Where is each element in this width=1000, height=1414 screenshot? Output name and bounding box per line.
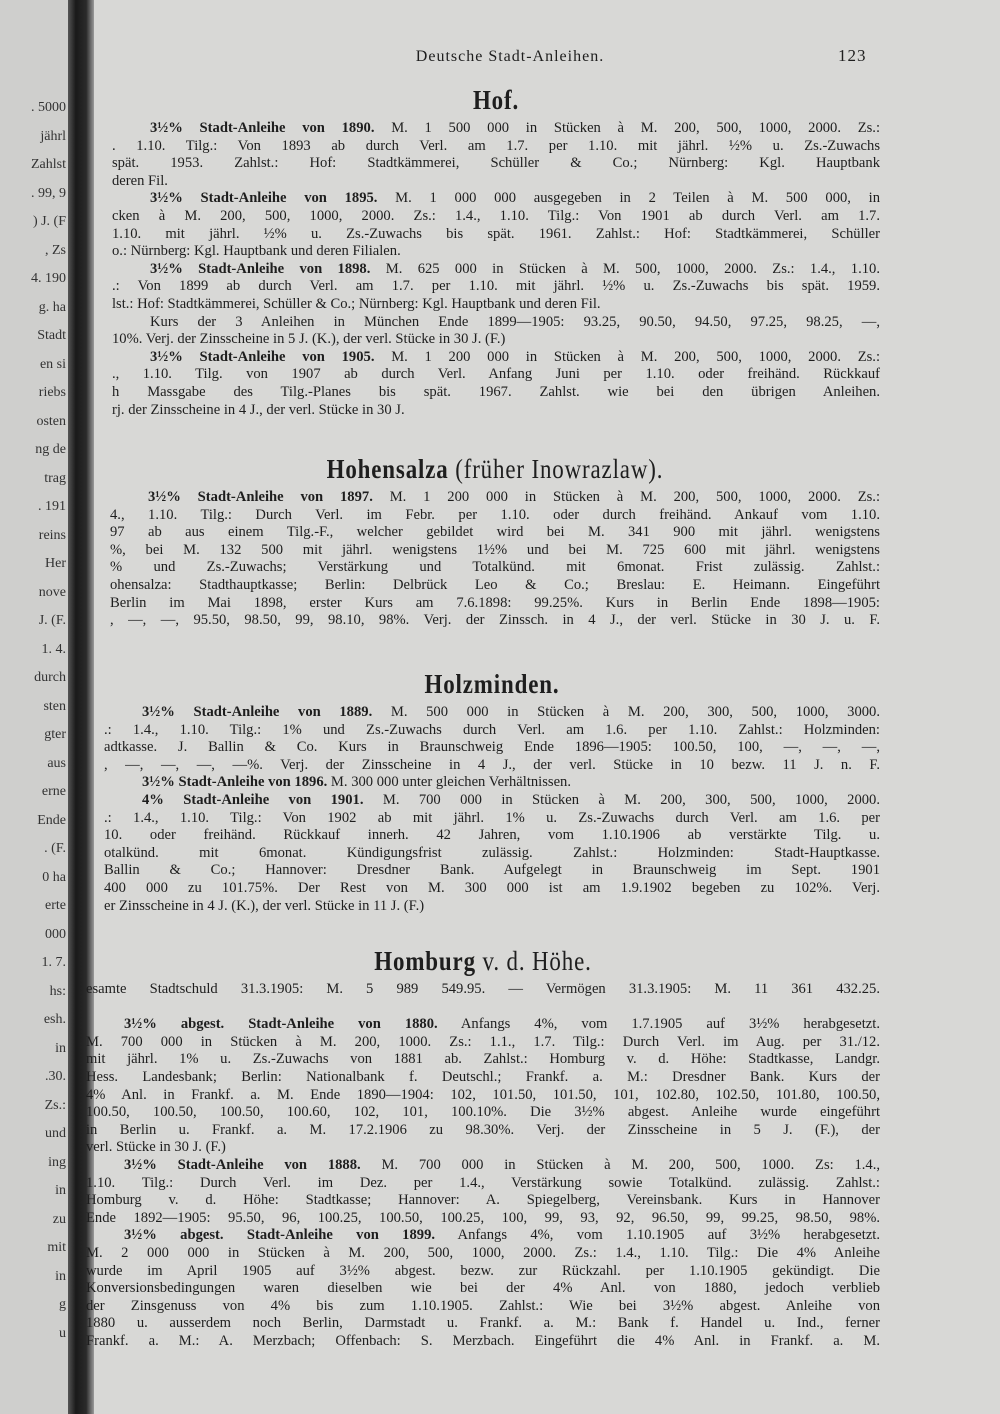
line-text: % und Zs.-Zuwachs; Verstärkung und Totalkünd. mit 6monat. Frist zulässig. Zahlst.: [110,559,880,576]
line-text: %, bei M. 132 500 mit jährl. wenigstens 1½% und bei M. 725 600 mit jährl. wenigstens [110,541,880,558]
text-line [110,507,880,525]
line-text: 10. oder freihänd. Rückkauf innerh. 42 Jahren, vom 1.10.1906 ab verstärkte Tilg. u. [104,827,880,844]
page-number: 123 [838,46,867,65]
margin-fragment: jährl [40,128,66,144]
text-line [86,1051,880,1069]
section-title-suffix: (früher Inowrazlaw). [448,454,664,484]
text-line [112,208,880,226]
line-text: Ende 1892—1905: 95.50, 96, 100.25, 100.50, 100.25, 100, 99, 93, 92, 96.50, 99, 99.25, 98.50, 98%. [86,1209,880,1226]
margin-fragment: . 5000 [31,100,66,115]
margin-fragment: hs: [49,983,66,999]
loan-title: 3½% abgest. Stadt-Anleihe von 1899. [124,1227,436,1244]
section-holzminden [104,668,880,915]
line-text: 10%. Verj. der Zinsscheine in 5 J. (K.), der verl. Stücke in 30 J. (F.) [112,331,506,348]
line-text: Homburg v. d. Höhe: Stadtkasse; Hannover: A. Spiegelberg, Vereinsbank. Kurs in Hannover [86,1192,880,1209]
section-title [162,668,822,700]
margin-fragment: Her [45,556,66,571]
margin-fragment: riebs [38,385,66,400]
line-text: ohensalza: Stadthauptkasse; Berlin: Delbrück Leo & Co.; Breslau: E. Heimann. Eingeführt [110,576,880,593]
line-text: 97 ab aus einem Tilg.-F., welcher gebildet wird bei M. 341 900 mit jährl. wenigstens [110,524,880,541]
loan-entry-heading-line [104,704,880,722]
margin-fragment: . 99, 9 [31,185,66,201]
text-line [104,722,880,740]
line-text: M. 700 000 in Stücken à M. 200, 500, 1000. Zs: 1.4., [360,1156,880,1173]
loan-entry-heading-line [112,120,880,138]
loan-entry-heading-line [112,261,880,279]
section-title-main: Holzminden. [424,669,560,699]
line-text: der Zinsgenuss von 4% bis zum 1.10.1905. Zahlst.: Wie bei 3½% abgest. Anleihe von [86,1297,880,1314]
text-line [112,314,880,332]
line-text: wurde im April 1905 auf 3½% abgest. bezw. zur Rückzahl. per 1.10.1905 gekündigt. Die [86,1262,880,1279]
margin-fragment: g. ha [38,299,66,315]
margin-fragment: 1. 7. [41,955,66,970]
line-text: Hess. Landesbank; Berlin: Nationalbank f. Deutschl.; Frankf. a. M.: Dresdner Bank. Kurs der [86,1068,880,1085]
line-text: Anfangs 4%, vom 1.10.1905 auf 3½% herabgesetzt. [435,1227,880,1244]
line-text: M. 300 000 unter gleichen Verhältnissen. [327,774,572,791]
margin-fragment: ng de [35,442,66,457]
line-text: .: 1.4., 1.10. Tilg.: Von 1902 ab mit jährl. 1% u. Zs.-Zuwachs durch Verl. am 1.6. per [104,809,880,826]
text-line [110,542,880,560]
text-line [112,366,880,384]
text-line [86,1139,880,1157]
margin-fragment: in [55,1268,66,1284]
margin-fragment: sten [43,698,66,714]
section-title-main: Hohensalza [326,454,449,484]
text-line [86,1263,880,1281]
margin-fragment: g [59,1297,66,1312]
margin-fragment: reins [38,527,66,543]
text-line [112,402,880,420]
line-text: M. 500 000 in Stücken à M. 200, 300, 500, 1000, 3000. [372,704,880,720]
line-text: M. 2 000 000 in Stücken à M. 200, 500, 1000, 2000. Zs.: 1.4., 1.10. Tilg.: Die 4% Anleihe [86,1244,880,1261]
loan-entry-heading-line [104,792,880,810]
line-text: M. 700 000 in Stücken à M. 200, 300, 500, 1000, 2000. [363,791,880,808]
loan-title: 3½% Stadt-Anleihe von 1895. [150,190,378,207]
text-line [112,173,880,191]
line-text: mit jährl. 1% u. Zs.-Zuwachs von 1881 ab. Zahlst.: Homburg v. d. Höhe: Stadtkasse, Landgr. [86,1051,880,1068]
line-text: otalkünd. mit 6monat. Kündigungsfrist zulässig. Zahlst.: Holzminden: Stadt-Hauptkasse. [104,844,880,861]
line-text: 1880 u. ausserdem noch Berlin, Darmstadt u. Frankf. a. M.: Bank f. Handel u. Ind., ferner [86,1315,880,1332]
loan-title: 3½% Stadt-Anleihe von 1905. [150,348,375,365]
line-text: , —, —, —, —%. Verj. der Zinsscheine in 4 J., der verl. Stücke in 10 bezw. 11 J. n. F. [104,756,880,773]
text-line [86,1069,880,1087]
margin-fragment: 1. 4. [41,641,66,657]
line-text: verl. Stücke in 30 J. (F.) [86,1139,226,1156]
text-line [112,226,880,244]
line-text: deren Fil. [112,172,168,189]
margin-fragment: esh. [43,1012,66,1027]
margin-fragment: in [55,1040,66,1056]
text-line [112,384,880,402]
margin-fragment: .30. [45,1069,66,1084]
text-line [104,898,880,916]
text-line [110,595,880,613]
line-text: in Berlin u. Frankf. a. M. 17.2.1906 zu 98.30%. Verj. der Zinsscheine in 5 J. (F.), der [86,1121,880,1138]
text-line [86,1280,880,1298]
line-text: 4% Anl. in Frankf. a. M. Ende 1890—1904: 102, 101.50, 101.50, 101, 102.80, 102.50, 101.80, 100.50, [86,1086,880,1103]
text-line [86,981,880,999]
line-text: Berlin im Mai 1898, erster Kurs am 7.6.1898: 99.25%. Kurs in Berlin Ende 1898—1905: [110,594,880,611]
text-line [104,739,880,757]
margin-fragment: Zs.: [44,1097,66,1113]
line-text: rj. der Zinsscheine in 4 J., der verl. Stücke in 30 J. [112,401,405,418]
loan-entry-heading-line [86,1016,880,1034]
text-line [112,331,880,349]
loan-title: 3½% Stadt-Anleihe von 1888. [124,1156,361,1173]
text-line [110,524,880,542]
section-hof [112,84,880,419]
margin-fragment: Stadt [37,328,66,343]
margin-fragment: mit [47,1240,66,1255]
text-line [112,155,880,173]
line-text: lst.: Hof: Stadtkämmerei, Schüller & Co.; Nürnberg: Kgl. Hauptbank und deren Fil. [112,295,601,312]
text-line [104,757,880,775]
text-line [86,1192,880,1210]
section-hohensalza [110,453,880,630]
text-line [86,1087,880,1105]
line-text: Konversionsbedingungen waren dieselben wie bei der 4% Anl. von 1880, jedoch verblieb [86,1280,880,1297]
running-head: Deutsche Stadt-Anleihen. [415,48,605,65]
line-text: M. 1 500 000 in Stücken à M. 200, 500, 1000, 2000. Zs.: [374,120,880,136]
section-title [170,84,823,116]
text-line [86,999,880,1017]
text-line [110,559,880,577]
line-text: adtkasse. J. Ballin & Co. Kurs in Braunschweig Ende 1896—1905: 100.50, 100, —, —, —, [104,739,880,756]
adjacent-page-margin [0,0,70,1414]
loan-entry-heading-line [104,774,880,792]
loan-title: 3½% Stadt-Anleihe von 1897. [148,489,373,505]
line-text: esamte Stadtschuld 31.3.1905: M. 5 989 549.95. — Vermögen 31.3.1905: M. 11 361 432.25. [86,981,880,997]
text-line [86,1315,880,1333]
margin-fragment: 000 [45,926,66,942]
section-title-main: Homburg [374,946,476,976]
text-line [112,138,880,156]
text-line [86,1104,880,1122]
margin-fragment: . (F. [44,841,66,856]
text-line [112,243,880,261]
line-text: .: 1.4., 1.10. Tilg.: 1% und Zs.-Zuwachs durch Verl. am 1.6. per 1.10. Zahlst.: Holzminden: [104,721,880,738]
text-line [112,296,880,314]
margin-fragment: u [59,1325,66,1341]
line-text: M. 700 000 in Stücken à M. 200, 1000. Zs.: 1.1., 1.7. Tilg.: Durch Verl. im Aug. per 31./12. [86,1033,880,1050]
line-text: 100.50, 100.50, 100.50, 100.60, 102, 101, 100.10%. Die 3½% abgest. Anleihe wurde eingeführt [86,1104,880,1121]
margin-fragment: J. (F. [38,613,66,628]
margin-fragment: erne [41,784,66,799]
line-text: Kurs der 3 Anleihen in München Ende 1899—1905: 93.25, 90.50, 94.50, 97.25, 98.25, —, [150,313,880,330]
margin-fragment: , Zs [45,242,66,258]
section-title [168,453,823,485]
margin-fragment: . 191 [38,499,66,514]
line-text: 400 000 zu 101.75%. Der Rest von M. 300 000 ist am 1.9.1902 begeben zu 102%. Verj. [104,879,880,896]
margin-fragment: en si [39,356,66,372]
text-line [86,1175,880,1193]
loan-title: 3½% Stadt-Anleihe von 1890. [150,120,375,136]
line-text: Anfangs 4%, vom 1.7.1905 auf 3½% herabgesetzt. [437,1016,880,1033]
text-line [86,1298,880,1316]
text-line [104,810,880,828]
line-text: spät. 1953. Zahlst.: Hof: Stadtkämmerei, Schüller & Co.; Nürnberg: Kgl. Hauptbank [112,155,880,172]
text-line [112,278,880,296]
margin-fragment: durch [34,670,66,685]
margin-fragment: erte [45,898,66,913]
margin-fragment: 4. 190 [31,271,66,286]
margin-fragment: in [55,1183,66,1198]
loan-entry-heading-line [86,1157,880,1175]
line-text: 1.10. Tilg.: Durch Verl. im Dez. per 1.4., Verstärkung sowie Totalkünd. zulässig. Zahlst.: [86,1174,880,1191]
section-title [146,945,821,977]
margin-fragment: ing [48,1154,66,1170]
margin-fragment: aus [47,755,66,771]
line-text: 4., 1.10. Tilg.: Durch Verl. im Febr. per 1.10. oder durch freihänd. Ankauf vom 1.10. [110,506,880,523]
loan-entry-heading-line [86,1227,880,1245]
line-text: M. 1 200 000 in Stücken à M. 200, 500, 1000, 2000. Zs.: [372,489,880,505]
line-text: 1.10. mit jährl. ½% u. Zs.-Zuwachs bis spät. 1961. Zahlst.: Hof: Stadtkämmerei, Schüller [112,225,880,242]
text-line [86,1245,880,1263]
loan-title: 4% Stadt-Anleihe von 1901. [142,791,364,808]
text-line [86,1122,880,1140]
section-title-suffix: v. d. Höhe. [475,946,592,976]
text-line [104,880,880,898]
text-line [110,612,880,630]
text-line [110,577,880,595]
line-text: Frankf. a. M.: A. Merzbach; Offenbach: S. Merzbach. Eingeführt die 4% Anl. in Frankf. a. M. [86,1332,880,1349]
margin-fragment: trag [44,470,66,486]
line-text: ., 1.10. Tilg. von 1907 ab durch Verl. Anfang Juni per 1.10. oder freihänd. Rückkauf [112,366,880,383]
margin-fragment: Ende [37,812,66,828]
line-text: M. 625 000 in Stücken à M. 500, 1000, 2000. Zs.: 1.4., 1.10. [370,260,880,277]
line-text: . 1.10. Tilg.: Von 1893 ab durch Verl. am 1.7. per 1.10. mit jährl. ½% u. Zs.-Zuwachs [112,137,880,154]
line-text: h Massgabe des Tilg.-Planes bis spät. 1967. Zahlst. wie bei den übrigen Anleihen. [112,383,880,400]
line-text: er Zinsscheine in 4 J. (K.), der verl. Stücke in 11 J. (F.) [104,897,425,914]
text-line [104,862,880,880]
section-title-main: Hof. [472,85,520,115]
section-homburg [86,945,880,1350]
margin-fragment: gter [44,727,66,742]
line-text: M. 1 200 000 in Stücken à M. 200, 500, 1000, 2000. Zs.: [374,348,880,365]
margin-fragment: osten [36,413,66,429]
line-text: .: Von 1899 ab durch Verl. am 1.7. per 1.10. mit jährl. ½% u. Zs.-Zuwachs bis spät. 1959. [112,278,880,295]
loan-title: 3½% Stadt-Anleihe von 1889. [142,704,373,720]
margin-fragment: ) J. (F [32,214,66,229]
line-text: , —, —, 95.50, 98.50, 99, 98.10, 98%. Verj. der Zinssch. in 4 J., der verl. Stücke in 30 J. u. F. [110,612,880,629]
margin-fragment: und [45,1126,66,1141]
loan-title: 3½% Stadt-Anleihe von 1896. [142,774,328,791]
margin-fragment: zu [52,1211,66,1227]
text-line [104,827,880,845]
line-text: M. 1 000 000 ausgegeben in 2 Teilen à M. 500 000, in [377,190,880,207]
loan-entry-heading-line [112,349,880,367]
loan-entry-heading-line [110,489,880,507]
line-text: cken à M. 200, 500, 1000, 2000. Zs.: 1.4., 1.10. Tilg.: Von 1901 ab durch Verl. am 1.7. [112,207,880,224]
text-line [86,1034,880,1052]
text-line [86,1210,880,1228]
text-line [104,845,880,863]
margin-fragment: nove [38,584,66,600]
line-text: o.: Nürnberg: Kgl. Hauptbank und deren Filialen. [112,243,401,260]
text-line [86,1333,880,1351]
loan-title: 3½% Stadt-Anleihe von 1898. [150,260,371,277]
margin-fragment: 0 ha [42,869,66,885]
margin-fragment: Zahlst [31,157,66,172]
loan-entry-heading-line [112,190,880,208]
loan-title: 3½% abgest. Stadt-Anleihe von 1880. [124,1016,438,1033]
line-text: Ballin & Co.; Hannover: Dresdner Bank. Aufgelegt in Braunschweig im Sept. 1901 [104,862,880,879]
